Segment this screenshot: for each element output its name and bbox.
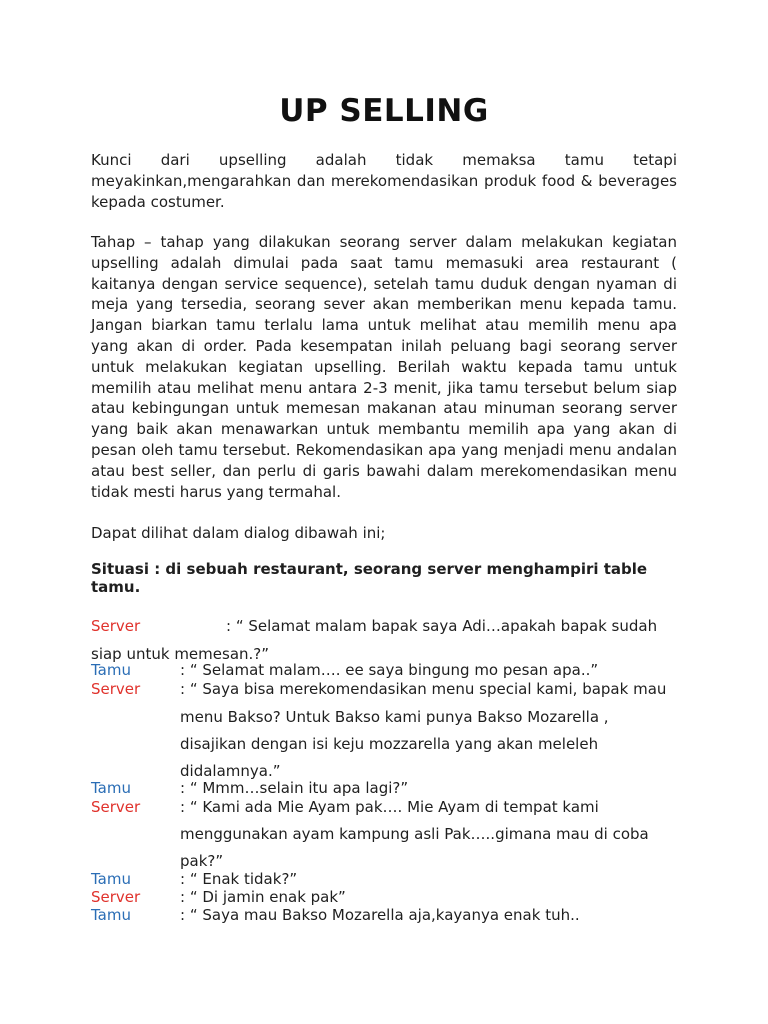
speaker-server-label: Server [91, 888, 141, 906]
dialog-line: : “ Mmm…selain itu apa lagi?” [180, 779, 409, 797]
dialog-line: : “ Saya mau Bakso Mozarella aja,kayanya enak tuh.. [180, 906, 580, 924]
dialog-line: : “ Enak tidak?” [180, 870, 298, 888]
steps-paragraph: Tahap – tahap yang dilakukan seorang server dalam melakukan kegiatan upselling adalah dimulai pada saat tamu memasuki area restaurant ( kaitanya dengan service sequence), setelah tamu duduk dengan nyaman di meja yang tersedia, seorang sever akan memberikan menu kepada tamu. Jangan biarkan tamu terlalu lama untuk melihat atau memilih menu apa yang akan di order. Pada kesempatan inilah peluang bagi seorang server untuk melakukan kegiatan upselling. Berilah waktu kepada tamu untuk memilih atau melihat menu antara 2-3 menit, jika tamu tersebut belum siap atau kebingungan untuk memesan makanan atau minuman seorang server yang baik akan menawarkan untuk membantu memilih apa yang akan di pesan oleh tamu tersebut. Rekomendasikan apa yang menjadi menu andalan atau best seller, dan perlu di garis bawahi dalam merekomendasikan menu tidak mesti harus yang termahal. [91, 233, 677, 501]
dialog-line: menu Bakso? Untuk Bakso kami punya Bakso Mozarella , [180, 708, 609, 726]
dialog-line: : “ Selamat malam bapak saya Adi…apakah bapak sudah [226, 617, 658, 635]
dialog-intro-paragraph: Dapat dilihat dalam dialog dibawah ini; [91, 524, 386, 542]
dialog-line: didalamnya.” [180, 762, 281, 780]
speaker-tamu-label: Tamu [91, 906, 131, 924]
dialog-line: pak?” [180, 852, 224, 870]
speaker-tamu-label: Tamu [91, 661, 131, 679]
dialog-line: : “ Saya bisa merekomendasikan menu special kami, bapak mau [180, 680, 667, 698]
document-title: UP SELLING [279, 93, 489, 129]
dialog-line: : “ Selamat malam…. ee saya bingung mo pesan apa..” [180, 661, 599, 679]
dialog-line: : “ Di jamin enak pak” [180, 888, 346, 906]
dialog-line: siap untuk memesan.?” [91, 645, 270, 663]
speaker-server-label: Server [91, 798, 141, 816]
dialog-line: disajikan dengan isi keju mozzarella yang akan meleleh [180, 735, 599, 753]
situation-heading: Situasi : di sebuah restaurant, seorang server menghampiri table tamu. [91, 560, 648, 596]
speaker-server-label: Server [91, 680, 141, 698]
dialog-line: menggunakan ayam kampung asli Pak…..gimana mau di coba [180, 825, 649, 843]
speaker-tamu-label: Tamu [91, 779, 131, 797]
intro-paragraph: Kunci dari upselling adalah tidak memaksa tamu tetapi meyakinkan,mengarahkan dan merekomendasikan produk food & beverages kepada costumer. [91, 151, 677, 211]
speaker-server-label: Server [91, 617, 141, 635]
speaker-tamu-label: Tamu [91, 870, 131, 888]
dialog-line: : “ Kami ada Mie Ayam pak…. Mie Ayam di tempat kami [180, 798, 599, 816]
